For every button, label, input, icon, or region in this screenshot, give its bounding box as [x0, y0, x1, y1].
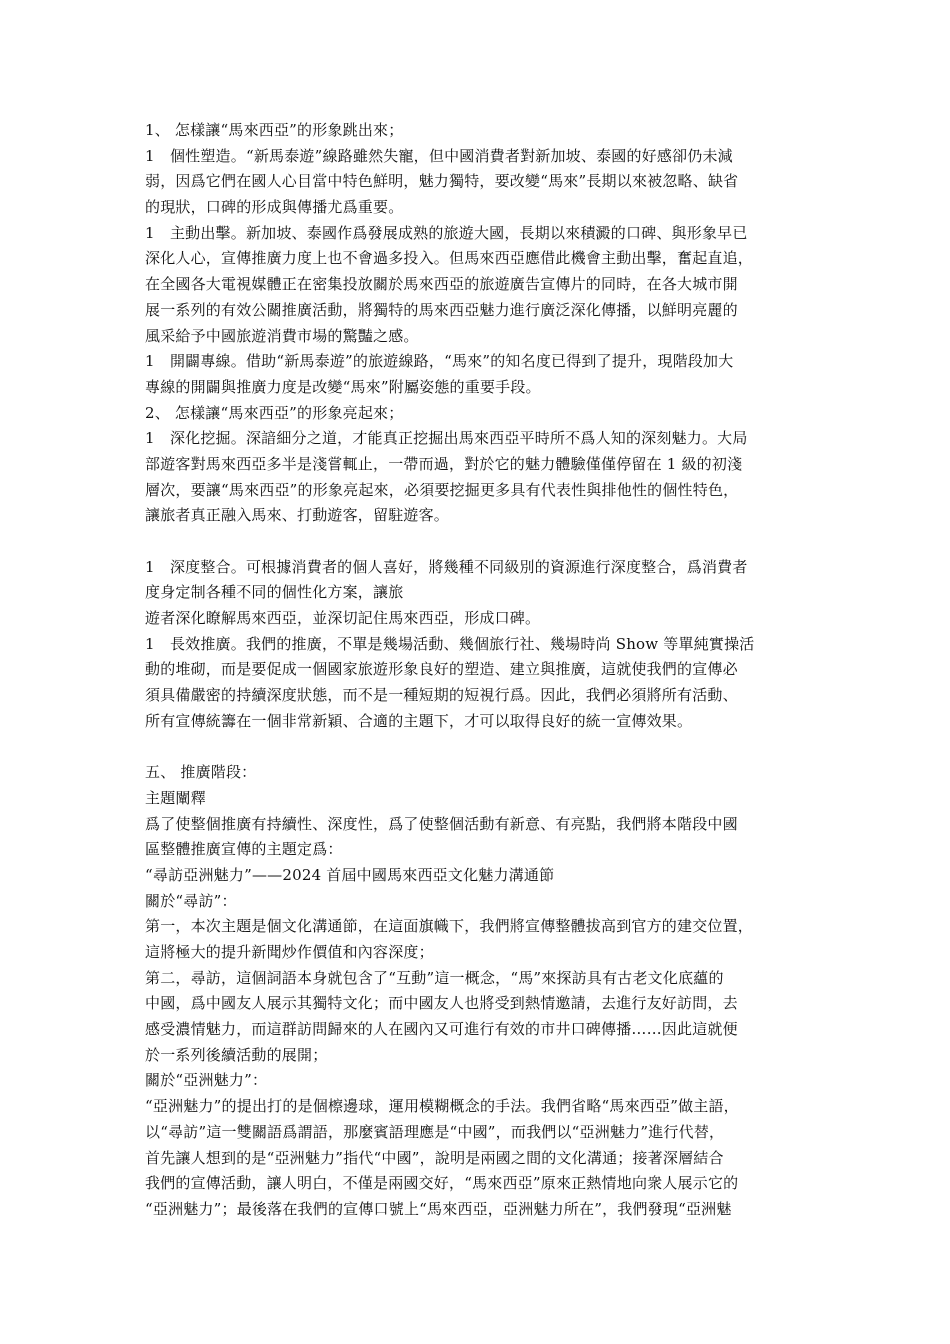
- text-line: 弱，因爲它們在國人心目當中特色鮮明，魅力獨特，要改變“馬來”長期以來被忽略、缺省: [145, 172, 739, 191]
- text-line: 層次，要讓“馬來西亞”的形象亮起來，必須要挖掘更多具有代表性與排他性的個性特色，: [145, 480, 739, 499]
- text-line: 於一系列後續活動的展開；: [145, 1045, 328, 1064]
- text-line: 感受濃情魅力，而這群訪問歸來的人在國內又可進行有效的市井口碑傳播……因此這就便: [145, 1020, 738, 1039]
- text-line: 須具備嚴密的持續深度狀態，而不是一種短期的短視行爲。因此，我們必須將所有活動、: [145, 686, 738, 705]
- text-line: 讓旅者真正融入馬來、打動遊客，留駐遊客。: [145, 506, 450, 525]
- text-line: 首先讓人想到的是“亞洲魅力”指代“中國”，說明是兩國之間的文化溝通；接著深層結合: [145, 1148, 724, 1167]
- text-line: 深化人心，宣傳推廣力度上也不會過多投入。但馬來西亞應借此機會主動出擊，奮起直追，: [145, 249, 754, 268]
- text-line: 遊者深化瞭解馬來西亞，並深切記住馬來西亞，形成口碑。: [145, 609, 541, 628]
- blank-line: [145, 529, 825, 555]
- blank-line: [145, 735, 825, 761]
- text-line: 中國，爲中國友人展示其獨特文化；而中國友人也將受到熱情邀請，去進行友好訪問，去: [145, 994, 738, 1013]
- text-line: “尋訪亞洲魅力”——2024 首屆中國馬來西亞文化魅力溝通節: [145, 865, 555, 884]
- text-line: 五、 推廣階段：: [145, 763, 257, 782]
- document-body: [145, 118, 825, 1223]
- text-line: 的現狀，口碑的形成與傳播尤爲重要。: [145, 198, 404, 217]
- text-line: 關於“尋訪”：: [145, 891, 237, 910]
- text-line: 在全國各大電視媒體正在密集投放關於馬來西亞的旅遊廣告宣傳片的同時，在各大城市開: [145, 275, 738, 294]
- text-line: 1 深度整合。可根據消費者的個人喜好，將幾種不同級別的資源進行深度整合，爲消費者: [145, 557, 748, 576]
- text-line: “亞洲魅力”的提出打的是個檫邊球，運用模糊概念的手法。我們省略“馬來西亞”做主語，: [145, 1097, 739, 1116]
- text-line: 展一系列的有效公關推廣活動，將獨特的馬來西亞魅力進行廣泛深化傳播，以鮮明亮麗的: [145, 300, 738, 319]
- text-line: 1 長效推廣。我們的推廣，不單是幾場活動、幾個旅行社、幾場時尚 Show 等單純實操活: [145, 634, 755, 653]
- text-line: 以“尋訪”這一雙關語爲謂語，那麼賓語理應是“中國”，而我們以“亞洲魅力”進行代替，: [145, 1122, 725, 1141]
- text-line: 專線的開闢與推廣力度是改變“馬來”附屬姿態的重要手段。: [145, 377, 541, 396]
- text-line: 2、 怎樣讓“馬來西亞”的形象亮起來；: [145, 403, 404, 422]
- text-line: 度身定制各種不同的個性化方案，讓旅: [145, 583, 404, 602]
- text-line: “亞洲魅力”；最後落在我們的宣傳口號上“馬來西亞，亞洲魅力所在”，我們發現“亞洲魅: [145, 1199, 732, 1218]
- text-line: 1、 怎樣讓“馬來西亞”的形象跳出來；: [145, 121, 404, 139]
- text-line: 1 主動出擊。新加坡、泰國作爲發展成熟的旅遊大國，長期以來積澱的口碑、與形象早已: [145, 223, 748, 242]
- text-line: 第二，尋訪，這個詞語本身就包含了“互動”這一概念，“馬”來探訪具有古老文化底蘊的: [145, 968, 724, 987]
- text-line: 1 個性塑造。“新馬泰遊”線路雖然失寵，但中國消費者對新加坡、泰國的好感卻仍未減: [145, 146, 733, 165]
- text-line: 主題闡釋: [145, 788, 206, 807]
- text-line: 1 深化挖掘。深諳細分之道，才能真正挖掘出馬來西亞平時所不爲人知的深刻魅力。大局: [145, 429, 748, 448]
- text-line: 我們的宣傳活動，讓人明白，不僅是兩國交好，“馬來西亞”原來正熱情地向衆人展示它的: [145, 1174, 739, 1193]
- text-line: 區整體推廣宣傳的主題定爲：: [145, 840, 343, 859]
- text-line: 關於“亞洲魅力”：: [145, 1071, 268, 1090]
- text-line: 這將極大的提升新聞炒作價值和內容深度；: [145, 943, 434, 961]
- text-line: 動的堆砌，而是要促成一個國家旅遊形象良好的塑造、建立與推廣，這就使我們的宣傳必: [145, 660, 738, 679]
- text-line: 部遊客對馬來西亞多半是淺嘗輒止，一帶而過，對於它的魅力體驗僅僅停留在 1 級的初淺: [145, 454, 743, 473]
- text-line: 1 開闢專線。借助“新馬泰遊”的旅遊線路，“馬來”的知名度已得到了提升，現階段加大: [145, 352, 734, 371]
- text-line: 所有宣傳統籌在一個非常新穎、合適的主題下，才可以取得良好的統一宣傳效果。: [145, 711, 693, 730]
- text-line: 風采給予中國旅遊消費市場的驚豔之感。: [145, 326, 419, 345]
- text-line: 第一，本次主題是個文化溝通節，在這面旗幟下，我們將宣傳整體拔高到官方的建交位置，: [145, 917, 754, 936]
- text-line: 爲了使整個推廣有持續性、深度性，爲了使整個活動有新意、有亮點，我們將本階段中國: [145, 814, 738, 833]
